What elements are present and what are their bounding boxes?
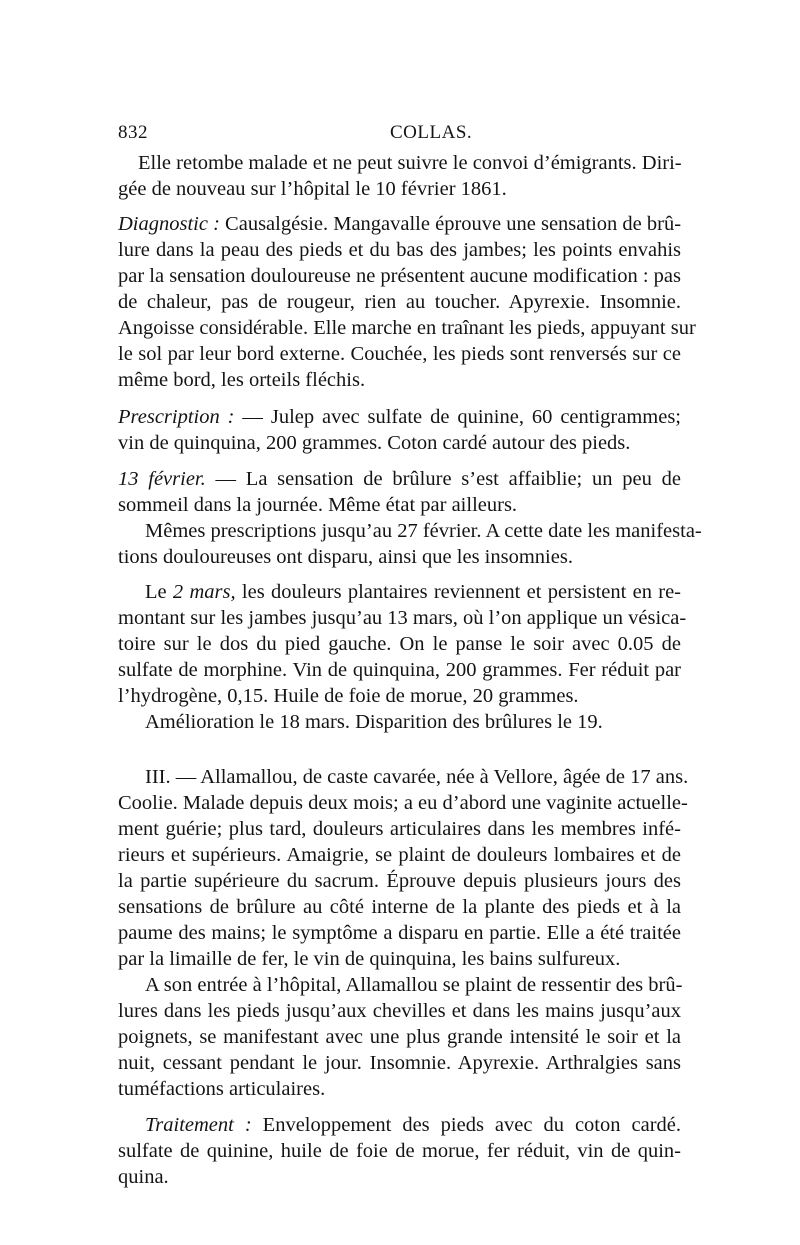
page-number: 832 xyxy=(118,122,148,143)
text-line: Angoisse considérable. Elle marche en traînant les pieds, appuyant sur xyxy=(118,317,696,339)
text-line: l’hydrogène, 0,15. Huile de foie de morue, 20 grammes. xyxy=(118,685,579,707)
text-line: toire sur le dos du pied gauche. On le panse le soir avec 0.05 de xyxy=(118,633,681,655)
running-title: COLLAS. xyxy=(390,122,473,143)
text-line: lures dans les pieds jusqu’aux chevilles et dans les mains jusqu’aux xyxy=(118,1000,681,1022)
text-line: Elle retombe malade et ne peut suivre le convoi d’émigrants. Diri- xyxy=(138,152,682,174)
text-line: Mêmes prescriptions jusqu’au 27 février. A cette date les manifesta- xyxy=(145,520,702,542)
text-line: A son entrée à l’hôpital, Allamallou se plaint de ressentir des brû- xyxy=(145,974,683,996)
text-line: Prescription : — Julep avec sulfate de quinine, 60 centigrammes; xyxy=(118,406,681,428)
text-line: la partie supérieure du sacrum. Éprouve depuis plusieurs jours des xyxy=(118,870,681,892)
text-line: poignets, se manifestant avec une plus grande intensité le soir et la xyxy=(118,1026,681,1048)
text-line: par la limaille de fer, le vin de quinquina, les bains sulfureux. xyxy=(118,948,621,970)
text-line: sulfate de quinine, huile de foie de morue, fer réduit, vin de quin- xyxy=(118,1140,681,1162)
text-line: montant sur les jambes jusqu’au 13 mars, où l’on applique un vésica- xyxy=(118,607,687,629)
text-line: le sol par leur bord externe. Couchée, les pieds sont renversés sur ce xyxy=(118,343,681,365)
text-line: sensations de brûlure au côté interne de la plante des pieds et à la xyxy=(118,896,681,918)
text-line: tions douloureuses ont disparu, ainsi que les insomnies. xyxy=(118,546,573,568)
text-line: Traitement : Enveloppement des pieds avec du coton cardé. xyxy=(145,1114,682,1136)
text-line: sulfate de morphine. Vin de quinquina, 200 grammes. Fer réduit par xyxy=(118,659,681,681)
text-line: sommeil dans la journée. Même état par ailleurs. xyxy=(118,494,518,516)
text-line: Coolie. Malade depuis deux mois; a eu d’abord une vaginite actuelle- xyxy=(118,792,688,814)
text-line: paume des mains; le symptôme a disparu en partie. Elle a été traitée xyxy=(118,922,681,944)
text-line: de chaleur, pas de rougeur, rien au toucher. Apyrexie. Insomnie. xyxy=(118,291,681,313)
text-line: nuit, cessant pendant le jour. Insomnie. Apyrexie. Arthralgies sans xyxy=(118,1052,681,1074)
lead-italic: Traitement : xyxy=(145,1114,252,1136)
text-line: Diagnostic : Causalgésie. Mangavalle éprouve une sensation de brû- xyxy=(118,213,682,235)
text-line: 13 février. — La sensation de brûlure s’est affaiblie; un peu de xyxy=(118,468,681,490)
text-line: ment guérie; plus tard, douleurs articulaires dans les membres infé- xyxy=(118,818,681,840)
lead-italic: Prescription : xyxy=(118,406,235,428)
text-line: rieurs et supérieurs. Amaigrie, se plaint de douleurs lombaires et de xyxy=(118,844,681,866)
text-line: quina. xyxy=(118,1166,169,1188)
lead-italic: Diagnostic : xyxy=(118,213,220,235)
text-line: lure dans la peau des pieds et du bas des jambes; les points envahis xyxy=(118,239,681,261)
text-line: Amélioration le 18 mars. Disparition des brûlures le 19. xyxy=(145,711,603,733)
lead-italic: 13 février. xyxy=(118,468,206,490)
text-line: tuméfactions articulaires. xyxy=(118,1078,326,1100)
lead-italic: 2 mars, xyxy=(172,581,236,603)
text-line: gée de nouveau sur l’hôpital le 10 février 1861. xyxy=(118,178,507,200)
text-line: III. — Allamallou, de caste cavarée, née à Vellore, âgée de 17 ans. xyxy=(145,766,689,788)
text-line: par la sensation douloureuse ne présentent aucune modification : pas xyxy=(118,265,681,287)
text-line: vin de quinquina, 200 grammes. Coton cardé autour des pieds. xyxy=(118,432,631,454)
text-line: même bord, les orteils fléchis. xyxy=(118,369,366,391)
text-line: Le 2 mars, les douleurs plantaires reviennent et persistent en re- xyxy=(145,581,681,603)
